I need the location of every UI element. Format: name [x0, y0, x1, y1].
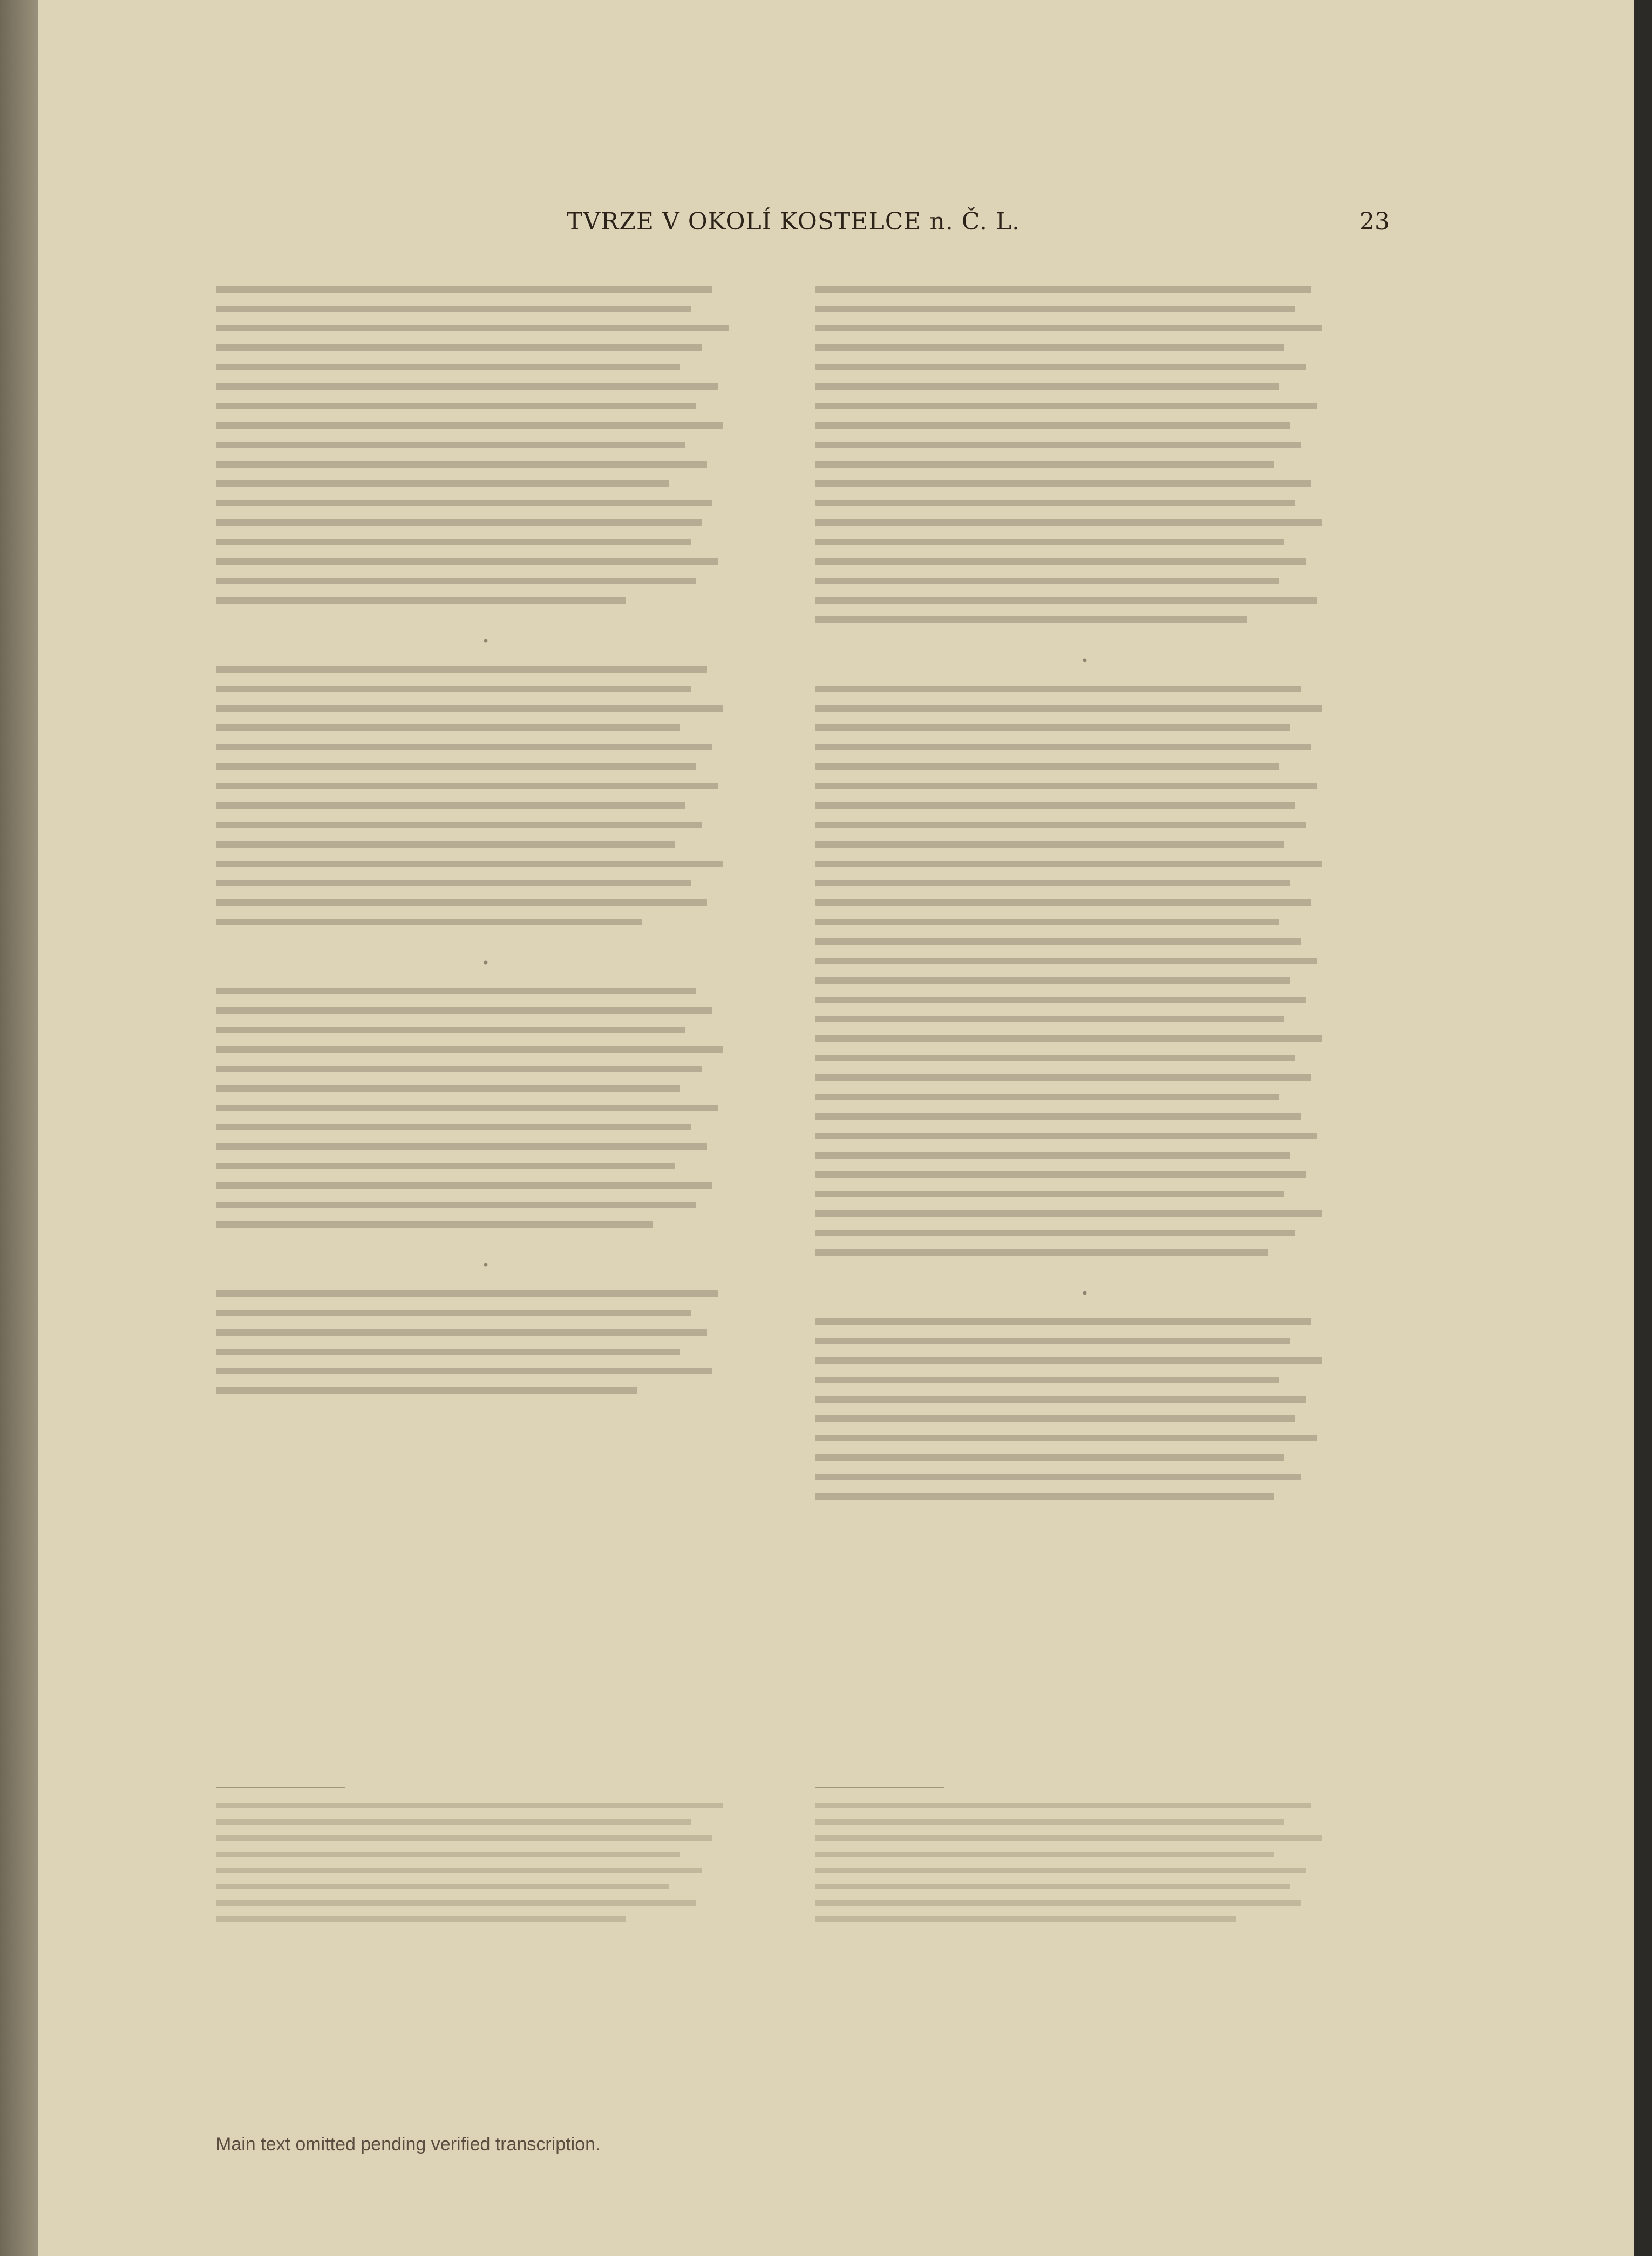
right-block-3	[815, 1318, 1355, 1500]
text-line	[815, 1454, 1284, 1461]
text-line	[216, 364, 680, 370]
text-line	[815, 422, 1290, 429]
text-line	[216, 442, 685, 448]
text-line	[216, 383, 718, 390]
text-line	[815, 997, 1306, 1003]
footnote-line	[815, 1916, 1236, 1922]
text-line	[815, 861, 1322, 867]
left-block-3	[216, 988, 756, 1228]
page-edge-right	[1634, 0, 1652, 2256]
text-line	[216, 539, 691, 545]
text-line	[815, 686, 1301, 692]
text-line	[815, 1318, 1311, 1325]
text-line	[216, 1329, 707, 1336]
left-block-1	[216, 286, 756, 604]
text-line	[216, 919, 642, 925]
text-line	[216, 1066, 702, 1072]
text-line	[216, 344, 702, 351]
text-line	[815, 1338, 1290, 1344]
text-line	[216, 841, 675, 848]
text-line	[216, 1143, 707, 1150]
text-line	[815, 783, 1317, 789]
text-line	[815, 306, 1295, 312]
text-line	[815, 480, 1311, 487]
text-line	[216, 899, 707, 906]
page-title: TVRZE V OKOLÍ KOSTELCE n. Č. L.	[567, 208, 1021, 235]
text-line	[216, 461, 707, 468]
text-line	[216, 802, 685, 809]
page-header	[567, 208, 1390, 251]
text-line	[815, 500, 1295, 506]
footnote-line	[815, 1900, 1301, 1906]
right-column-placeholder	[815, 286, 1355, 1530]
section-separator: •	[481, 634, 490, 649]
text-line	[815, 705, 1322, 712]
text-line	[815, 442, 1301, 448]
text-line	[216, 403, 696, 409]
text-line	[216, 1387, 637, 1394]
footnote-line	[815, 1868, 1306, 1873]
text-line	[815, 558, 1306, 565]
text-line	[815, 1152, 1290, 1159]
footnote-line	[815, 1852, 1274, 1857]
text-line	[815, 1415, 1295, 1422]
text-line	[815, 597, 1317, 604]
text-line	[815, 1435, 1317, 1441]
text-line	[216, 1368, 712, 1374]
text-line	[216, 578, 696, 584]
section-separator: •	[1080, 1286, 1089, 1301]
text-line	[216, 1085, 680, 1092]
text-line	[815, 403, 1317, 409]
footnote-line	[216, 1900, 696, 1906]
page-number: 23	[1359, 208, 1390, 235]
text-line	[815, 578, 1279, 584]
text-line	[815, 1035, 1322, 1042]
text-line	[815, 519, 1322, 526]
text-line	[815, 539, 1284, 545]
text-line	[815, 1210, 1322, 1217]
text-line	[815, 1113, 1301, 1120]
right-block-2	[815, 686, 1355, 1256]
text-line	[216, 1124, 691, 1130]
footnote-line	[216, 1852, 680, 1857]
text-line	[815, 1230, 1295, 1236]
text-line	[216, 1290, 718, 1297]
text-line	[815, 286, 1311, 293]
right-block-1	[815, 286, 1355, 623]
text-line	[216, 763, 696, 770]
text-line	[815, 344, 1284, 351]
text-line	[815, 802, 1295, 809]
text-line	[216, 724, 680, 731]
text-line	[815, 461, 1274, 468]
text-line	[815, 325, 1322, 331]
text-line	[815, 822, 1306, 828]
footnote-rule	[815, 1787, 944, 1788]
text-line	[815, 1191, 1284, 1197]
text-line	[216, 822, 702, 828]
footnote-line	[216, 1916, 626, 1922]
footnote-line	[216, 1884, 669, 1889]
text-line	[815, 724, 1290, 731]
text-line	[216, 1027, 685, 1033]
text-line	[815, 1396, 1306, 1403]
left-column-placeholder	[216, 286, 756, 1424]
text-line	[815, 616, 1247, 623]
text-line	[815, 1249, 1268, 1256]
footnote-rule	[216, 1787, 345, 1788]
text-line	[815, 938, 1301, 945]
text-line	[216, 1221, 653, 1228]
text-line	[216, 306, 691, 312]
text-line	[216, 500, 712, 506]
text-line	[216, 880, 691, 886]
text-line	[815, 958, 1317, 964]
footnote-line	[815, 1819, 1284, 1825]
text-line	[815, 1357, 1322, 1364]
text-line	[216, 1310, 691, 1316]
text-line	[216, 558, 718, 565]
footnote-line	[815, 1803, 1311, 1808]
text-line	[815, 1074, 1311, 1081]
footnote-line	[216, 1803, 723, 1808]
text-line	[216, 666, 707, 673]
text-line	[815, 1094, 1279, 1100]
text-line	[815, 1016, 1284, 1022]
text-line	[216, 1349, 680, 1355]
section-separator: •	[481, 1258, 490, 1273]
text-line	[216, 1163, 675, 1169]
text-line	[815, 977, 1290, 984]
text-line	[216, 988, 696, 994]
text-line	[216, 686, 691, 692]
text-line	[216, 286, 712, 293]
transcription-notice: Main text omitted pending verified transcription.	[216, 2134, 601, 2155]
text-line	[216, 1202, 696, 1208]
text-line	[815, 841, 1284, 848]
section-separator: •	[1080, 653, 1089, 668]
footnote-line	[216, 1835, 712, 1841]
footnote-line	[815, 1884, 1290, 1889]
left-block-4	[216, 1290, 756, 1394]
text-line	[815, 1171, 1306, 1178]
text-line	[216, 422, 723, 429]
text-line	[216, 519, 702, 526]
text-line	[815, 1493, 1274, 1500]
text-line	[216, 1046, 723, 1053]
text-line	[815, 1474, 1301, 1480]
text-line	[216, 325, 729, 331]
text-line	[815, 899, 1311, 906]
text-line	[216, 744, 712, 750]
text-line	[216, 783, 718, 789]
left-block-2	[216, 666, 756, 925]
text-line	[815, 744, 1311, 750]
footnote-line	[216, 1819, 691, 1825]
text-line	[216, 1105, 718, 1111]
text-line	[216, 1182, 712, 1189]
text-line	[815, 763, 1279, 770]
text-line	[815, 364, 1306, 370]
text-line	[216, 480, 669, 487]
text-line	[216, 705, 723, 712]
text-line	[216, 597, 626, 604]
section-separator: •	[481, 956, 490, 971]
text-line	[815, 919, 1279, 925]
text-line	[815, 1055, 1295, 1061]
right-footnotes-placeholder	[815, 1787, 1355, 1933]
text-line	[815, 1133, 1317, 1139]
text-line	[815, 1377, 1279, 1383]
text-line	[216, 861, 723, 867]
text-line	[216, 1007, 712, 1014]
text-line	[815, 880, 1290, 886]
left-footnotes-placeholder	[216, 1787, 756, 1933]
footnote-line	[216, 1868, 702, 1873]
footnote-line	[815, 1835, 1322, 1841]
text-line	[815, 383, 1279, 390]
